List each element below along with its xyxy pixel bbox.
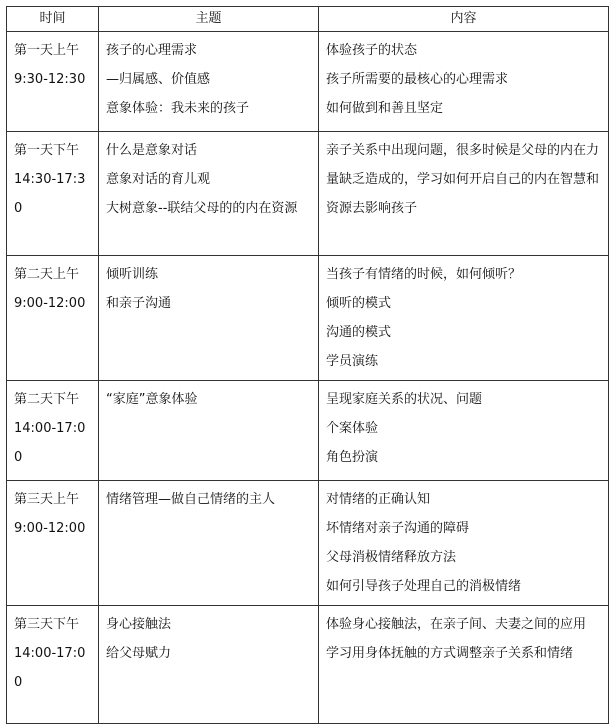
time-cell — [7, 132, 99, 256]
topic-cell — [99, 381, 319, 481]
content-line: 呈现家庭关系的状况、问题 — [326, 392, 483, 407]
content-cell — [319, 381, 609, 481]
schedule-table — [6, 6, 609, 724]
content-line: 孩子所需要的最核心的心理需求 — [326, 72, 509, 87]
content-line: 当孩子有情绪的时候，如何倾听？ — [326, 267, 522, 282]
topic-cell — [99, 32, 319, 132]
topic-cell — [99, 481, 319, 606]
content-line: 对情绪的正确认知 — [326, 492, 431, 507]
topic-line: 什么是意象对话 — [106, 143, 198, 158]
time-range: 14:00-17:00 — [14, 646, 86, 690]
content-cell — [319, 256, 609, 381]
topic-line: 倾听训练 — [106, 267, 159, 282]
content-line: 个案体验 — [326, 421, 379, 436]
topic-line: 和亲子沟通 — [106, 296, 172, 311]
time-day: 第二天上午 — [14, 267, 80, 282]
content-line: 倾听的模式 — [326, 296, 392, 311]
time-day: 第一天下午 — [14, 143, 80, 158]
content-line: 体验孩子的状态 — [326, 43, 418, 58]
topic-line: 情绪管理—做自己情绪的主人 — [106, 492, 276, 507]
topic-cell — [99, 606, 319, 724]
table-row — [7, 256, 609, 381]
table-row — [7, 481, 609, 606]
content-line: 学员演练 — [326, 354, 379, 369]
topic-line: 大树意象--联结父母的的内在资源 — [106, 201, 298, 216]
content-cell — [319, 132, 609, 256]
content-line: 如何做到和善且坚定 — [326, 101, 444, 116]
table-row — [7, 132, 609, 256]
topic-line: 孩子的心理需求 — [106, 43, 198, 58]
content-line: 父母消极情绪释放方法 — [326, 550, 457, 565]
content-line: 坏情绪对亲子沟通的障碍 — [326, 521, 470, 536]
content-cell — [319, 606, 609, 724]
topic-line: —归属感、价值感 — [106, 72, 211, 87]
topic-cell — [99, 132, 319, 256]
time-cell — [7, 606, 99, 724]
time-range: 9:00-12:00 — [14, 521, 86, 536]
content-line: 角色扮演 — [326, 450, 379, 465]
time-cell — [7, 256, 99, 381]
header-topic: 主题 — [99, 7, 319, 32]
content-cell — [319, 481, 609, 606]
time-cell — [7, 32, 99, 132]
time-range: 9:00-12:00 — [14, 296, 86, 311]
time-cell — [7, 481, 99, 606]
table-row — [7, 381, 609, 481]
topic-cell — [99, 256, 319, 381]
content-line: 沟通的模式 — [326, 325, 392, 340]
time-day: 第三天上午 — [14, 492, 80, 507]
topic-line: 身心接触法 — [106, 617, 172, 632]
content-line: 如何引导孩子处理自己的消极情绪 — [326, 579, 522, 594]
topic-line: 意象对话的育儿观 — [106, 172, 211, 187]
table-header-row — [7, 7, 609, 32]
time-range: 14:30-17:30 — [14, 172, 86, 216]
header-content: 内容 — [319, 7, 609, 32]
content-cell — [319, 32, 609, 132]
content-line: 学习用身体抚触的方式调整亲子关系和情绪 — [326, 646, 574, 661]
topic-line: “家庭”意象体验 — [106, 392, 198, 407]
topic-line: 意象体验：我未来的孩子 — [106, 101, 250, 116]
time-day: 第三天下午 — [14, 617, 80, 632]
table-row — [7, 606, 609, 724]
topic-line: 给父母赋力 — [106, 646, 172, 661]
time-day: 第二天下午 — [14, 392, 80, 407]
content-line: 亲子关系中出现问题，很多时候是父母的内在力量缺乏造成的，学习如何开启自己的内在智慧和资源去影响孩子 — [326, 143, 600, 216]
table-row — [7, 32, 609, 132]
time-day: 第一天上午 — [14, 43, 80, 58]
time-range: 9:30-12:30 — [14, 72, 86, 87]
header-time: 时间 — [7, 7, 99, 32]
time-range: 14:00-17:00 — [14, 421, 86, 465]
time-cell — [7, 381, 99, 481]
content-line: 体验身心接触法，在亲子间、夫妻之间的应用 — [326, 617, 587, 632]
